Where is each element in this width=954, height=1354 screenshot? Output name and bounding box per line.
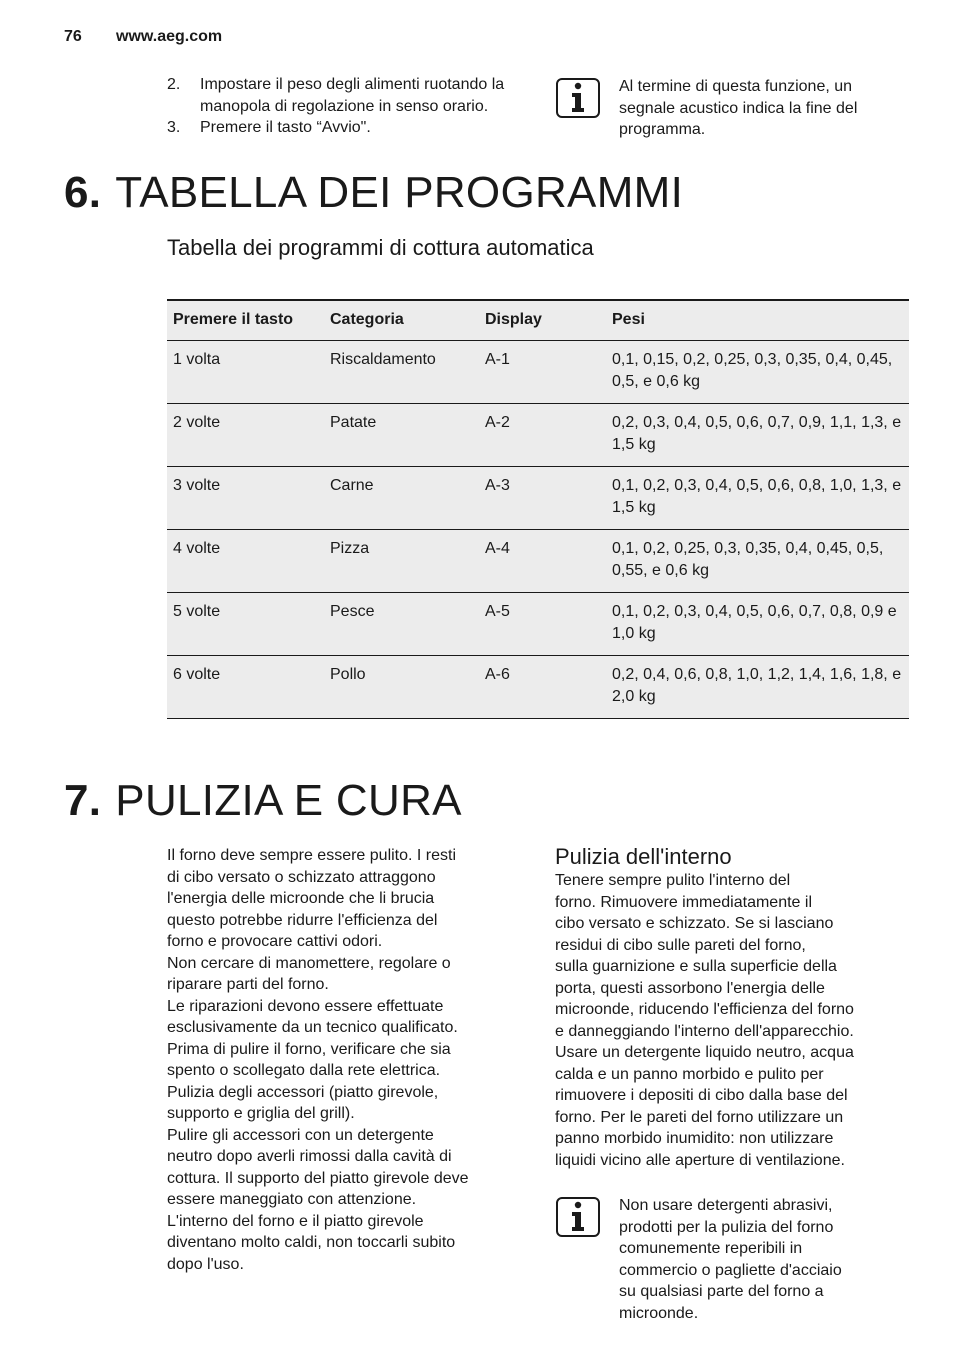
table-row — [167, 529, 909, 592]
column-header: Premere il tasto — [167, 300, 324, 340]
section-title — [64, 168, 683, 218]
section-number: 6. — [64, 168, 102, 217]
text-line: microonde. — [619, 1304, 699, 1322]
text-line: Pulire gli accessori con un detergente — [167, 1126, 434, 1144]
text-line: rimuovere i depositi di cibo dalla base del — [555, 1087, 848, 1104]
list-item — [167, 74, 537, 117]
subsection-heading: Pulizia dell'interno — [555, 844, 732, 869]
page-number: 76 — [64, 28, 82, 45]
program-table — [167, 299, 909, 719]
table-row — [167, 655, 909, 718]
text-line: diventano molto caldi, non toccarli subito — [167, 1234, 456, 1251]
note-text: Al termine di questa funzione, un segnale acustico indica la fine del programma. — [619, 78, 858, 138]
table-cell: A-6 — [479, 655, 606, 718]
text-line: forno e provocare cattivi odori. — [167, 933, 383, 950]
note-text — [619, 1195, 919, 1324]
table-cell: 0,1, 0,2, 0,3, 0,4, 0,5, 0,6, 0,8, 1,0, 1,3, e 1,5 kg — [606, 466, 909, 529]
column-header: Categoria — [324, 300, 479, 340]
table-cell: 0,2, 0,3, 0,4, 0,5, 0,6, 0,7, 0,9, 1,1, 1,3, e 1,5 kg — [606, 403, 909, 466]
text-line: Tenere sempre pulito l'interno del — [555, 872, 791, 889]
table-cell: A-5 — [479, 592, 606, 655]
step-number: 3. — [167, 119, 181, 136]
text-line: forno. Per le pareti del forno utilizzare un — [555, 1108, 844, 1126]
text-line: essere maneggiato con attenzione. — [167, 1191, 417, 1208]
table-cell: A-2 — [479, 403, 606, 466]
text-line: questo potrebbe ridurre l'efficienza del — [167, 911, 438, 929]
table-cell: 0,1, 0,2, 0,25, 0,3, 0,35, 0,4, 0,45, 0,5, 0,55, e 0,6 kg — [606, 529, 909, 592]
text-line: commercio o pagliette d'acciaio — [619, 1261, 842, 1279]
table-cell: Pollo — [324, 655, 479, 718]
text-line: liquidi vicino alle aperture di ventilazione. — [555, 1151, 845, 1169]
table-cell: 0,2, 0,4, 0,6, 0,8, 1,0, 1,2, 1,4, 1,6, 1,8, e 2,0 kg — [606, 655, 909, 718]
text-line: porta, questi assorbono l'energia delle — [555, 979, 825, 997]
text-line: Le riparazioni devono essere effettuate — [167, 997, 444, 1015]
text-line: Il forno deve sempre essere pulito. I resti — [167, 847, 457, 864]
text-line: prodotti per la pulizia del forno — [619, 1218, 834, 1236]
section-title-text: PULIZIA E CURA — [115, 776, 462, 825]
table-cell: 0,1, 0,2, 0,3, 0,4, 0,5, 0,6, 0,7, 0,8, 0,9 e 1,0 kg — [606, 592, 909, 655]
table-row — [167, 340, 909, 403]
text-line: panno morbido inumidito: non utilizzare — [555, 1130, 834, 1147]
text-line: supporto e griglia del grill). — [167, 1105, 355, 1122]
text-line: dopo l'uso. — [167, 1255, 244, 1273]
text-line: riparare parti del forno. — [167, 976, 329, 993]
section-title-text: TABELLA DEI PROGRAMMI — [115, 168, 684, 217]
column-header: Pesi — [606, 300, 909, 340]
text-line: Non cercare di manomettere, regolare o — [167, 954, 451, 972]
text-line: esclusivamente da un tecnico qualificato. — [167, 1019, 458, 1036]
table-row — [167, 403, 909, 466]
text-line: Non usare detergenti abrasivi, — [619, 1197, 833, 1214]
table-header-row — [167, 300, 909, 340]
text-line: Usare un detergente liquido neutro, acqua — [555, 1044, 854, 1061]
table-cell: Carne — [324, 466, 479, 529]
step-text: Impostare il peso degli alimenti ruotando la manopola di regolazione in senso orario. — [200, 76, 505, 115]
text-line: L'interno del forno e il piatto girevole — [167, 1212, 424, 1230]
info-icon — [556, 1197, 600, 1237]
table-cell: 6 volte — [167, 655, 324, 718]
info-glyph — [568, 1201, 588, 1233]
table-cell: 2 volte — [167, 403, 324, 466]
table-cell: Riscaldamento — [324, 340, 479, 403]
column-header: Display — [479, 300, 606, 340]
list-item — [167, 117, 537, 139]
info-glyph — [568, 82, 588, 114]
text-line: spento o scollegato dalla rete elettrica. — [167, 1062, 441, 1079]
text-line: calda e un panno morbido e pulito per — [555, 1065, 824, 1083]
text-line: e danneggiando l'interno dell'apparecchio. — [555, 1022, 854, 1040]
table-cell: 0,1, 0,15, 0,2, 0,25, 0,3, 0,35, 0,4, 0,45, 0,5, e 0,6 kg — [606, 340, 909, 403]
table-row — [167, 592, 909, 655]
text-line: residui di cibo sulle pareti del forno, — [555, 936, 806, 954]
cleaning-text-left — [167, 845, 537, 1275]
table-cell: Pizza — [324, 529, 479, 592]
text-line: su qualsiasi parte del forno a — [619, 1283, 824, 1300]
text-line: l'energia delle microonde che li brucia — [167, 890, 435, 907]
section-number: 7. — [64, 776, 102, 825]
table-row — [167, 466, 909, 529]
section-title — [64, 776, 462, 826]
table-cell: 4 volte — [167, 529, 324, 592]
text-line: cottura. Il supporto del piatto girevole deve — [167, 1169, 469, 1187]
table-cell: 3 volte — [167, 466, 324, 529]
table-cell: A-3 — [479, 466, 606, 529]
steps-list — [167, 74, 537, 139]
table-cell: A-4 — [479, 529, 606, 592]
info-icon — [556, 78, 600, 118]
text-line: comunemente reperibili in — [619, 1240, 803, 1257]
table-cell: Pesce — [324, 592, 479, 655]
text-line: cibo versato e schizzato. Se si lasciano — [555, 915, 834, 932]
text-line: forno. Rimuovere immediatamente il — [555, 893, 812, 911]
table-cell: A-1 — [479, 340, 606, 403]
text-line: Pulizia degli accessori (piatto girevole, — [167, 1083, 439, 1101]
text-line: sulla guarnizione e sulla superficie della — [555, 958, 837, 975]
section-subtitle: Tabella dei programmi di cottura automatica — [167, 235, 594, 260]
step-number: 2. — [167, 76, 181, 93]
step-text: Premere il tasto “Avvio". — [200, 119, 371, 136]
text-line: di cibo versato o schizzato attraggono — [167, 868, 436, 886]
table-cell: 5 volte — [167, 592, 324, 655]
text-line: neutro dopo averli rimossi dalla cavità di — [167, 1148, 452, 1165]
table-cell: 1 volta — [167, 340, 324, 403]
text-line: Prima di pulire il forno, verificare che sia — [167, 1040, 451, 1058]
header-url: www.aeg.com — [116, 28, 223, 45]
table-cell: Patate — [324, 403, 479, 466]
text-line: microonde, riducendo l'efficienza del forno — [555, 1001, 854, 1018]
cleaning-text-right — [555, 870, 925, 1171]
